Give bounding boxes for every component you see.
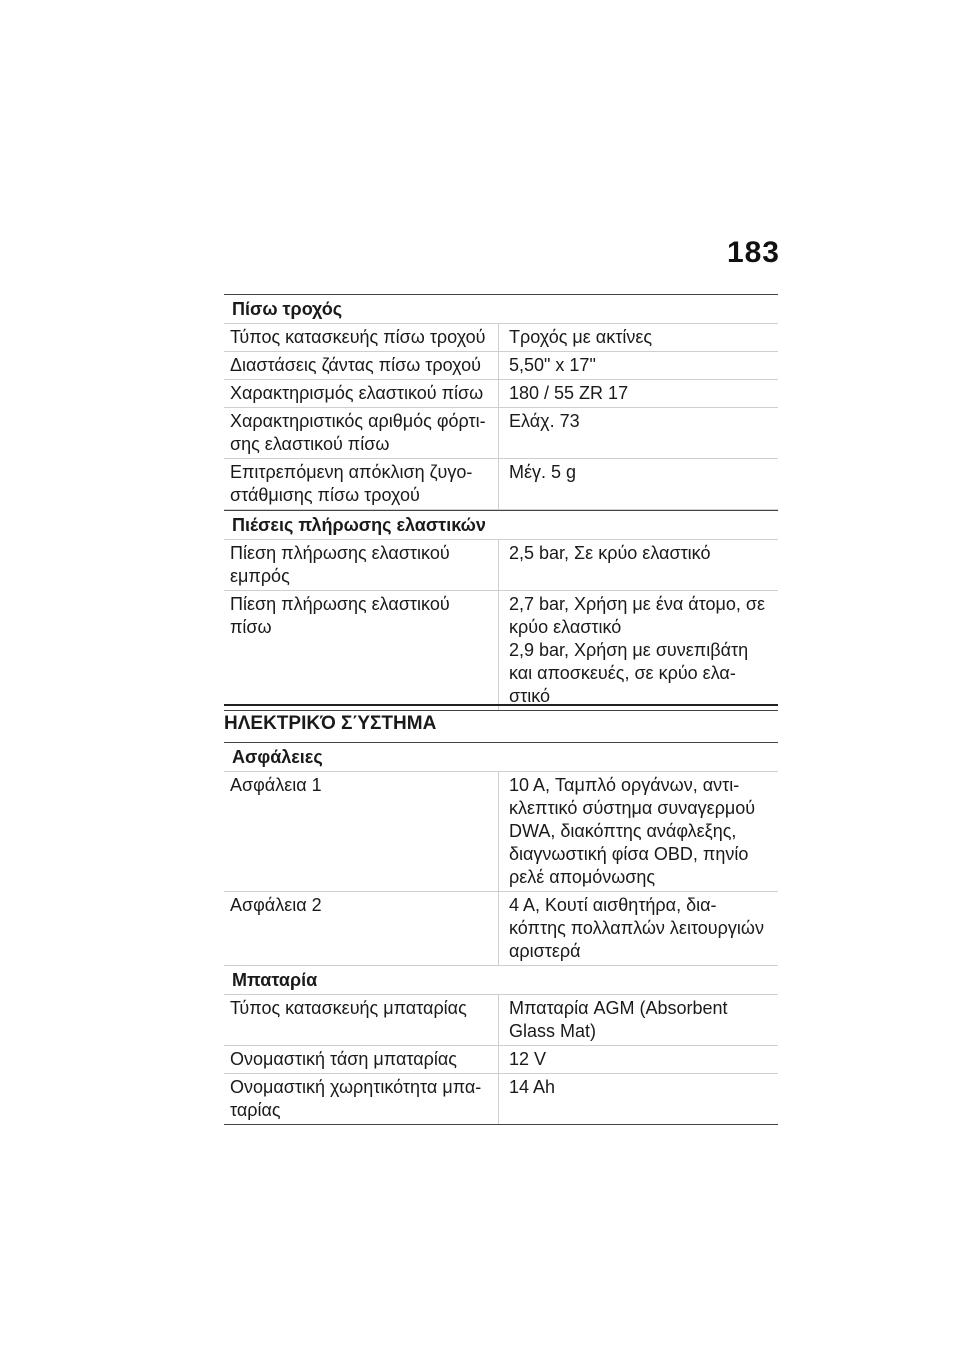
spec-value bbox=[499, 540, 778, 590]
section-title: Πίσω τροχός bbox=[224, 295, 778, 324]
text-line: Ονομαστική χωρητικότητα μπα- bbox=[230, 1077, 482, 1097]
text-line: 2,9 bar, Χρήση με συνεπιβάτη bbox=[509, 640, 749, 660]
spec-value bbox=[499, 408, 778, 458]
spec-row bbox=[224, 459, 778, 510]
spec-label bbox=[224, 591, 499, 710]
text-line: και αποσκευές, σε κρύο ελα- bbox=[509, 663, 736, 683]
text-line: κλεπτικό σύστημα συναγερμού bbox=[509, 798, 756, 818]
spec-label bbox=[224, 1074, 499, 1124]
text-line: Ελάχ. 73 bbox=[509, 411, 580, 431]
spec-value bbox=[499, 772, 778, 891]
text-line: κρύο ελαστικό bbox=[509, 617, 622, 637]
spec-row bbox=[224, 772, 778, 892]
spec-row bbox=[224, 1074, 778, 1125]
text-line: αριστερά bbox=[509, 941, 581, 961]
spec-label bbox=[224, 408, 499, 458]
chapter-title: ΗΛΕΚΤΡΙΚΌ ΣΎΣΤΗΜΑ bbox=[224, 713, 437, 734]
spec-value bbox=[499, 1074, 778, 1124]
text-line: Τύπος κατασκευής πίσω τροχού bbox=[230, 327, 486, 347]
spec-row bbox=[224, 591, 778, 711]
spec-value bbox=[499, 591, 778, 710]
battery-section bbox=[224, 966, 778, 1125]
spec-row bbox=[224, 995, 778, 1046]
spec-row bbox=[224, 540, 778, 591]
tire-pressure-section bbox=[224, 510, 778, 711]
text-line: στικό bbox=[509, 686, 551, 706]
text-line: Χαρακτηριστικός αριθμός φόρτι- bbox=[230, 411, 486, 431]
text-line: Ασφάλεια 1 bbox=[230, 775, 322, 795]
text-line: 10 A, Ταμπλό οργάνων, αντι- bbox=[509, 775, 740, 795]
spec-row bbox=[224, 892, 778, 966]
page-number: 183 bbox=[726, 236, 780, 269]
text-line: στάθμισης πίσω τροχού bbox=[230, 485, 420, 505]
text-line: Glass Mat) bbox=[509, 1021, 597, 1041]
spec-row bbox=[224, 352, 778, 380]
text-line: Ονομαστική τάση μπαταρίας bbox=[230, 1049, 457, 1069]
tire-pressure-rows bbox=[224, 540, 778, 711]
text-line: Πίεση πλήρωσης ελαστικού bbox=[230, 543, 450, 563]
spec-row bbox=[224, 380, 778, 408]
upper-spec-block bbox=[224, 294, 778, 711]
fuse-rows bbox=[224, 772, 778, 966]
text-line: ρελέ απομόνωσης bbox=[509, 867, 656, 887]
section-title: Ασφάλειες bbox=[224, 743, 778, 772]
spec-label bbox=[224, 540, 499, 590]
section-title: Μπαταρία bbox=[224, 966, 778, 995]
text-line: 2,5 bar, Σε κρύο ελαστικό bbox=[509, 543, 711, 563]
section-title: Πιέσεις πλήρωσης ελαστικών bbox=[224, 511, 778, 540]
rear-wheel-rows bbox=[224, 324, 778, 510]
text-line: κόπτης πολλαπλών λειτουργιών bbox=[509, 918, 764, 938]
spec-value bbox=[499, 995, 778, 1045]
text-line: DWA, διακόπτης ανάφλεξης, bbox=[509, 821, 737, 841]
text-line: Διαστάσεις ζάντας πίσω τροχού bbox=[230, 355, 481, 375]
text-line: 4 A, Κουτί αισθητήρα, δια- bbox=[509, 895, 717, 915]
fuses-section bbox=[224, 742, 778, 966]
text-line: Τροχός με ακτίνες bbox=[509, 327, 653, 347]
spec-value bbox=[499, 380, 778, 407]
spec-label bbox=[224, 352, 499, 379]
text-line: εμπρός bbox=[230, 566, 290, 586]
spec-row bbox=[224, 408, 778, 459]
battery-rows bbox=[224, 995, 778, 1125]
text-line: 14 Ah bbox=[509, 1077, 556, 1097]
text-line: ταρίας bbox=[230, 1100, 281, 1120]
text-line: διαγνωστική φίσα OBD, πηνίο bbox=[509, 844, 749, 864]
spec-label bbox=[224, 892, 499, 965]
spec-label bbox=[224, 995, 499, 1045]
text-line: Χαρακτηρισμός ελαστικού πίσω bbox=[230, 383, 484, 403]
spec-value bbox=[499, 1046, 778, 1073]
spec-label bbox=[224, 772, 499, 891]
text-line: 2,7 bar, Χρήση με ένα άτομο, σε bbox=[509, 594, 766, 614]
spec-value bbox=[499, 892, 778, 965]
text-line: 180 / 55 ZR 17 bbox=[509, 383, 629, 403]
rear-wheel-section bbox=[224, 294, 778, 510]
text-line: σης ελαστικού πίσω bbox=[230, 434, 390, 454]
text-line: Πίεση πλήρωσης ελαστικού πίσω bbox=[230, 594, 450, 637]
spec-label bbox=[224, 1046, 499, 1073]
text-line: Ασφάλεια 2 bbox=[230, 895, 322, 915]
spec-label bbox=[224, 459, 499, 509]
text-line: Μπαταρία AGM (Absorbent bbox=[509, 998, 728, 1018]
text-line: Επιτρεπόμενη απόκλιση ζυγο- bbox=[230, 462, 473, 482]
text-line: 5,50" x 17" bbox=[509, 355, 596, 375]
spec-label bbox=[224, 324, 499, 351]
spec-value bbox=[499, 459, 778, 509]
electrical-chapter bbox=[224, 704, 778, 1125]
spec-value bbox=[499, 352, 778, 379]
spec-label bbox=[224, 380, 499, 407]
text-line: Τύπος κατασκευής μπαταρίας bbox=[230, 998, 467, 1018]
text-line: 12 V bbox=[509, 1049, 547, 1069]
spec-row bbox=[224, 1046, 778, 1074]
text-line: Μέγ. 5 g bbox=[509, 462, 577, 482]
spec-row bbox=[224, 324, 778, 352]
spec-value bbox=[499, 324, 778, 351]
